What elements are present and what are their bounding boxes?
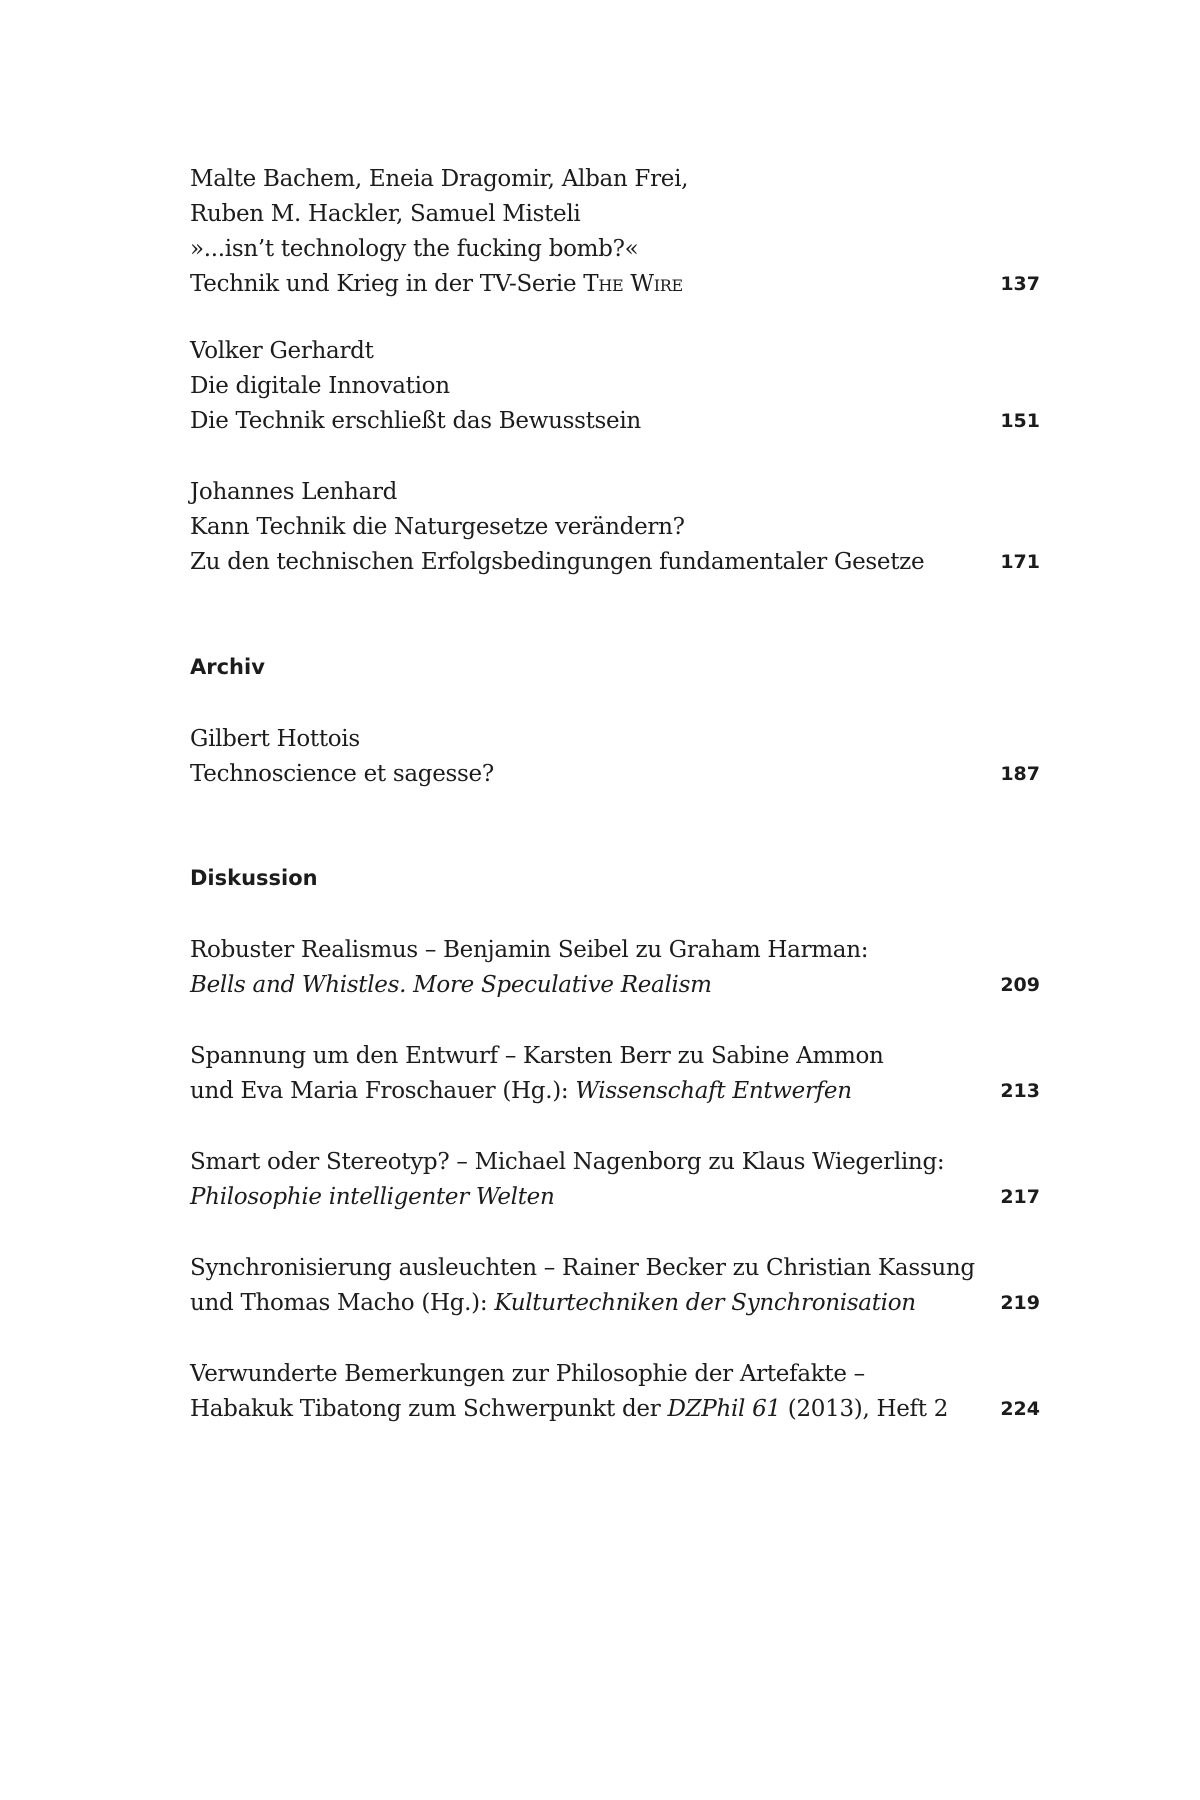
- entry-line: Spannung um den Entwurf – Karsten Berr zu Sabine Ammon: [190, 1043, 884, 1069]
- page-number: 224: [1000, 1398, 1040, 1420]
- section-heading-diskussion: Diskussion: [190, 866, 318, 890]
- entry-line-prefix: und Thomas Macho (Hg.):: [190, 1290, 495, 1316]
- entry-book-title: Philosophie intelligenter Welten: [190, 1184, 555, 1210]
- entry-line-prefix: und Eva Maria Froschauer (Hg.):: [190, 1078, 576, 1104]
- entry-author: Gilbert Hottois: [190, 726, 360, 752]
- page-number: 213: [1000, 1080, 1040, 1102]
- toc-entry-discussion: [190, 1145, 1040, 1215]
- entry-title: »...isn’t technology the fucking bomb?«: [190, 236, 639, 262]
- entry-book-title: Wissenschaft Entwerfen: [575, 1078, 852, 1104]
- page-number: 219: [1000, 1292, 1040, 1314]
- entry-subtitle: Die Technik erschließt das Bewusstsein: [190, 408, 641, 434]
- page-number: 217: [1000, 1186, 1040, 1208]
- entry-line: [190, 1286, 1040, 1321]
- entry-title: Die digitale Innovation: [190, 373, 450, 399]
- toc-entry-gerhardt: [190, 334, 1040, 439]
- entry-line: [190, 1180, 1040, 1215]
- entry-title: Kann Technik die Naturgesetze verändern?: [190, 514, 685, 540]
- page-number: 137: [1000, 273, 1040, 295]
- entry-line-suffix: (2013), Heft 2: [780, 1396, 949, 1422]
- toc-entry-bachem: [190, 162, 1040, 302]
- entry-authors-continued: Ruben M. Hackler, Samuel Misteli: [190, 201, 581, 227]
- toc-entry-discussion: [190, 933, 1040, 1003]
- page-number: 187: [1000, 763, 1040, 785]
- entry-author: Volker Gerhardt: [190, 338, 374, 364]
- entry-book-title: Bells and Whistles. More Speculative Realism: [190, 972, 712, 998]
- entry-line: Synchronisierung ausleuchten – Rainer Becker zu Christian Kassung: [190, 1255, 975, 1281]
- entry-title: Technoscience et sagesse?: [190, 761, 494, 787]
- entry-line-prefix: Habakuk Tibatong zum Schwerpunkt der: [190, 1396, 668, 1422]
- entry-line: Smart oder Stereotyp? – Michael Nagenborg zu Klaus Wiegerling:: [190, 1149, 945, 1175]
- entry-book-title: DZPhil 61: [667, 1396, 781, 1422]
- toc-entry-discussion: [190, 1251, 1040, 1321]
- entry-subtitle: Zu den technischen Erfolgsbedingungen fundamentaler Gesetze: [190, 549, 925, 575]
- entry-authors: Malte Bachem, Eneia Dragomir, Alban Frei,: [190, 166, 689, 192]
- toc-entry-hottois: [190, 722, 1040, 792]
- entry-subtitle-text: Technik und Krieg in der TV-Serie: [190, 271, 584, 297]
- page-number: 171: [1000, 551, 1040, 573]
- entry-line: [190, 968, 1040, 1003]
- page-number: 151: [1000, 410, 1040, 432]
- entry-book-title: Kulturtechniken der Synchronisation: [494, 1290, 916, 1316]
- entry-line: [190, 1074, 1040, 1109]
- toc-entry-discussion: [190, 1039, 1040, 1109]
- entry-subtitle: [190, 267, 1040, 302]
- entry-author: Johannes Lenhard: [190, 479, 398, 505]
- section-heading-archiv: Archiv: [190, 655, 265, 679]
- toc-entry-lenhard: [190, 475, 1040, 580]
- entry-line: Verwunderte Bemerkungen zur Philosophie der Artefakte –: [190, 1361, 865, 1387]
- entry-line: [190, 1392, 1040, 1427]
- entry-line: Robuster Realismus – Benjamin Seibel zu Graham Harman:: [190, 937, 869, 963]
- page-number: 209: [1000, 974, 1040, 996]
- toc-entry-discussion: [190, 1357, 1040, 1427]
- entry-subtitle-series-name: The Wire: [583, 271, 683, 297]
